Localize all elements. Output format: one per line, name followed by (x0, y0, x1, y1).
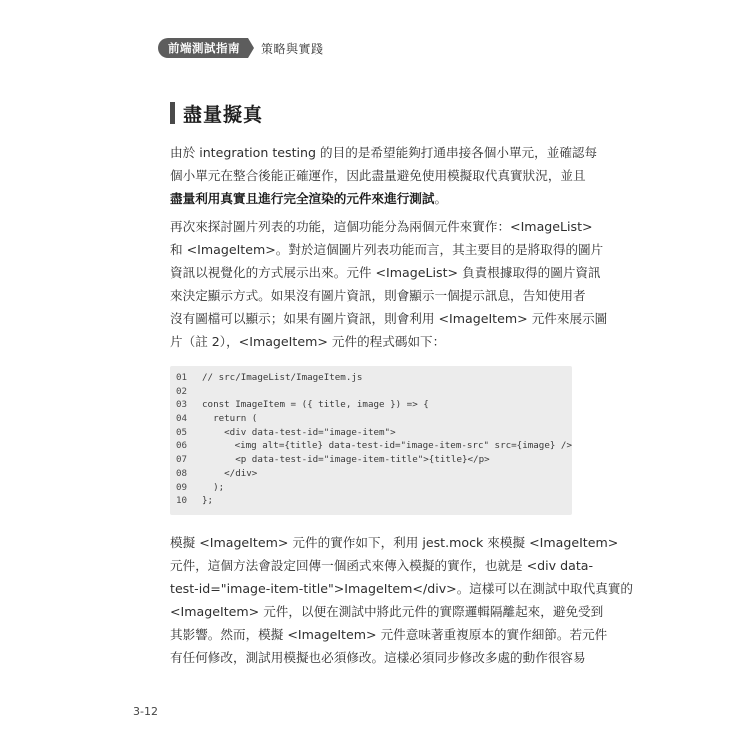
code-listing (170, 366, 572, 515)
code-text: <div data-test-id="image-item"> (202, 426, 396, 438)
code-line (170, 494, 572, 508)
badge-arrow-icon (248, 38, 254, 58)
code-line (170, 398, 572, 412)
paragraph-image-list (170, 215, 608, 353)
code-line (170, 439, 572, 453)
line-number: 08 (176, 467, 188, 479)
code-text: // src/ImageList/ImageItem.js (202, 372, 363, 383)
text-line: 沒有圖檔可以顯示；如果有圖片資訊，則會利用 <ImageItem> 元件來展示圖 (170, 311, 608, 326)
running-header (158, 38, 324, 58)
code-text: </div> (202, 467, 258, 479)
code-text: ); (202, 481, 225, 493)
code-text: <img alt={title} data-test-id="image-item-src" src={image} /> (201, 440, 572, 452)
text-line: 模擬 <ImageItem> 元件的實作如下，利用 jest.mock 來模擬 <ImageItem> (170, 535, 619, 550)
text-line: 再次來探討圖片列表的功能，這個功能分為兩個元件來實作：<ImageList> (170, 219, 593, 234)
text-line: 有任何修改，測試用模擬也必須修改。這樣必須同步修改多處的動作很容易 (170, 650, 586, 665)
page-number: 3-12 (133, 705, 158, 718)
code-line (170, 412, 572, 426)
paragraph-intro (170, 141, 598, 210)
code-line (170, 467, 572, 481)
emphasis-text: 盡量利用真實且進行完全渲染的元件來進行測試 (170, 191, 435, 206)
line-number: 03 (176, 399, 188, 411)
section-title: 盡量擬真 (183, 103, 264, 126)
code-text: <p data-test-id="image-item-title">{title}</p> (202, 454, 490, 466)
heading-marker-icon (170, 102, 175, 124)
code-text: return ( (202, 413, 258, 425)
text-line: test-id="image-item-title">ImageItem</div>。這樣可以在測試中取代真實的 (170, 581, 634, 596)
line-number: 01 (176, 372, 188, 383)
text-line: 資訊以視覺化的方式展示出來。元件 <ImageList> 負責根據取得的圖片資訊 (170, 265, 601, 280)
line-number: 10 (176, 495, 188, 507)
text-line (170, 187, 582, 210)
code-line (170, 385, 572, 399)
text-line: 由於 integration testing 的目的是希望能夠打通串接各個小單元，並確認每 (170, 145, 598, 160)
code-line (170, 453, 572, 467)
code-text: const ImageItem = ({ title, image }) => { (202, 399, 429, 411)
line-number: 04 (176, 413, 188, 425)
text-line: 和 <ImageItem>。對於這個圖片列表功能而言，其主要目的是將取得的圖片 (170, 242, 604, 257)
text-punctuation: 。 (434, 191, 448, 206)
text-line: 來決定顯示方式。如果沒有圖片資訊，則會顯示一個提示訊息，告知使用者 (170, 288, 586, 303)
code-text: }; (202, 495, 214, 507)
line-number: 07 (176, 454, 188, 466)
text-line: 片（註 2），<ImageItem> 元件的程式碼如下： (170, 334, 446, 349)
section-heading (170, 101, 263, 125)
book-title-badge: 前端測試指南 (158, 38, 248, 58)
line-number: 06 (176, 440, 188, 452)
text-line: 其影響。然而，模擬 <ImageItem> 元件意味著重複原本的實作細節。若元件 (170, 627, 608, 642)
line-number: 02 (176, 385, 188, 397)
code-line (170, 481, 572, 495)
line-number: 05 (176, 426, 188, 438)
text-line: <ImageItem> 元件，以便在測試中將此元件的實際邏輯隔離起來，避免受到 (170, 604, 604, 619)
code-line (170, 426, 572, 440)
text-line: 個小單元在整合後能正確運作，因此盡量避免使用模擬取代真實狀況，並且 (170, 168, 586, 183)
book-subtitle: 策略與實踐 (261, 41, 324, 56)
code-line (170, 371, 572, 385)
paragraph-mock (170, 531, 634, 669)
line-number: 09 (176, 481, 188, 493)
text-line: 元件，這個方法會設定回傳一個函式來傳入模擬的實作，也就是 <div data- (170, 558, 594, 573)
